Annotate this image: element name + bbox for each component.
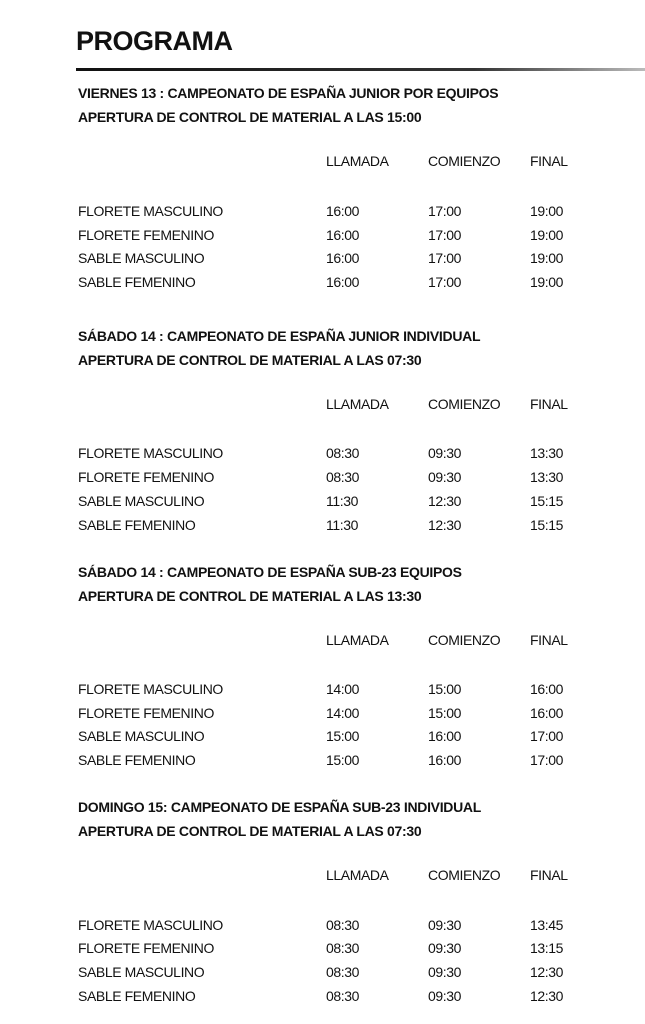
section-heading: DOMINGO 15: CAMPEONATO DE ESPAÑA SUB-23 INDIVIDUAL: [78, 799, 481, 815]
table-row: [0, 202, 645, 222]
final-time: 19:00: [530, 250, 564, 266]
comienzo-time: 17:00: [428, 203, 462, 219]
llamada-time: 15:00: [326, 752, 360, 768]
comienzo-time: 17:00: [428, 227, 462, 243]
final-time: 16:00: [530, 705, 564, 721]
comienzo-time: 17:00: [428, 250, 462, 266]
table-row: [0, 249, 645, 269]
table-row: [0, 680, 645, 700]
llamada-time: 16:00: [326, 274, 360, 290]
event-name: FLORETE MASCULINO: [78, 681, 223, 697]
comienzo-time: 15:00: [428, 705, 462, 721]
table-row: [0, 916, 645, 936]
table-row: [0, 727, 645, 747]
final-time: 12:30: [530, 964, 564, 980]
comienzo-time: 09:30: [428, 940, 462, 956]
llamada-time: 16:00: [326, 250, 360, 266]
event-name: SABLE FEMENINO: [78, 752, 196, 768]
table-row: [0, 492, 645, 512]
section-heading: SÁBADO 14 : CAMPEONATO DE ESPAÑA SUB-23 EQUIPOS: [78, 564, 462, 580]
page-title: PROGRAMA: [76, 26, 233, 56]
llamada-time: 08:30: [326, 469, 360, 485]
final-time: 16:00: [530, 681, 564, 697]
llamada-time: 11:30: [326, 493, 358, 509]
table-row: [0, 751, 645, 771]
comienzo-time: 12:30: [428, 517, 462, 533]
final-time: 19:00: [530, 274, 564, 290]
table-row: [0, 444, 645, 464]
event-name: SABLE MASCULINO: [78, 964, 205, 980]
event-name: FLORETE FEMENINO: [78, 227, 214, 243]
column-header-final: FINAL: [530, 867, 568, 883]
event-name: SABLE MASCULINO: [78, 250, 205, 266]
llamada-time: 16:00: [326, 227, 360, 243]
event-name: FLORETE FEMENINO: [78, 940, 214, 956]
table-row: [0, 273, 645, 293]
column-header-comienzo: COMIENZO: [428, 396, 501, 412]
event-name: FLORETE FEMENINO: [78, 705, 214, 721]
comienzo-time: 09:30: [428, 964, 462, 980]
event-name: FLORETE FEMENINO: [78, 469, 214, 485]
final-time: 13:30: [530, 469, 564, 485]
table-row: [0, 963, 645, 983]
table-row: [0, 987, 645, 1007]
comienzo-time: 09:30: [428, 917, 462, 933]
final-time: 13:15: [530, 940, 564, 956]
column-header-llamada: LLAMADA: [326, 632, 389, 648]
comienzo-time: 09:30: [428, 445, 462, 461]
event-name: SABLE MASCULINO: [78, 493, 205, 509]
final-time: 17:00: [530, 752, 564, 768]
section-heading: VIERNES 13 : CAMPEONATO DE ESPAÑA JUNIOR POR EQUIPOS: [78, 85, 499, 101]
section-subheading: APERTURA DE CONTROL DE MATERIAL A LAS 07:30: [78, 352, 422, 368]
final-time: 13:30: [530, 445, 564, 461]
final-time: 15:15: [530, 517, 564, 533]
llamada-time: 16:00: [326, 203, 360, 219]
llamada-time: 14:00: [326, 681, 360, 697]
comienzo-time: 09:30: [428, 988, 462, 1004]
column-header-llamada: LLAMADA: [326, 153, 389, 169]
event-name: FLORETE MASCULINO: [78, 203, 223, 219]
event-name: SABLE FEMENINO: [78, 274, 196, 290]
column-header-final: FINAL: [530, 153, 568, 169]
column-header-llamada: LLAMADA: [326, 867, 389, 883]
column-header-final: FINAL: [530, 396, 568, 412]
column-header-final: FINAL: [530, 632, 568, 648]
event-name: SABLE FEMENINO: [78, 988, 196, 1004]
table-row: [0, 468, 645, 488]
table-row: [0, 939, 645, 959]
event-name: FLORETE MASCULINO: [78, 917, 223, 933]
section-subheading: APERTURA DE CONTROL DE MATERIAL A LAS 13:30: [78, 588, 422, 604]
column-header-comienzo: COMIENZO: [428, 867, 501, 883]
column-header-comienzo: COMIENZO: [428, 153, 501, 169]
section-heading: SÁBADO 14 : CAMPEONATO DE ESPAÑA JUNIOR INDIVIDUAL: [78, 328, 481, 344]
event-name: SABLE MASCULINO: [78, 728, 205, 744]
comienzo-time: 17:00: [428, 274, 462, 290]
title-divider: [76, 68, 645, 71]
event-name: SABLE FEMENINO: [78, 517, 196, 533]
final-time: 19:00: [530, 227, 564, 243]
final-time: 12:30: [530, 988, 564, 1004]
comienzo-time: 15:00: [428, 681, 462, 697]
comienzo-time: 12:30: [428, 493, 462, 509]
comienzo-time: 09:30: [428, 469, 462, 485]
section-subheading: APERTURA DE CONTROL DE MATERIAL A LAS 07:30: [78, 823, 422, 839]
final-time: 19:00: [530, 203, 564, 219]
section-subheading: APERTURA DE CONTROL DE MATERIAL A LAS 15:00: [78, 109, 422, 125]
comienzo-time: 16:00: [428, 728, 462, 744]
final-time: 15:15: [530, 493, 564, 509]
final-time: 17:00: [530, 728, 564, 744]
llamada-time: 15:00: [326, 728, 360, 744]
llamada-time: 08:30: [326, 917, 360, 933]
final-time: 13:45: [530, 917, 564, 933]
llamada-time: 14:00: [326, 705, 360, 721]
llamada-time: 08:30: [326, 445, 360, 461]
column-header-comienzo: COMIENZO: [428, 632, 501, 648]
llamada-time: 08:30: [326, 964, 360, 980]
llamada-time: 11:30: [326, 517, 358, 533]
table-row: [0, 704, 645, 724]
event-name: FLORETE MASCULINO: [78, 445, 223, 461]
table-row: [0, 516, 645, 536]
table-row: [0, 226, 645, 246]
llamada-time: 08:30: [326, 988, 360, 1004]
llamada-time: 08:30: [326, 940, 360, 956]
comienzo-time: 16:00: [428, 752, 462, 768]
column-header-llamada: LLAMADA: [326, 396, 389, 412]
